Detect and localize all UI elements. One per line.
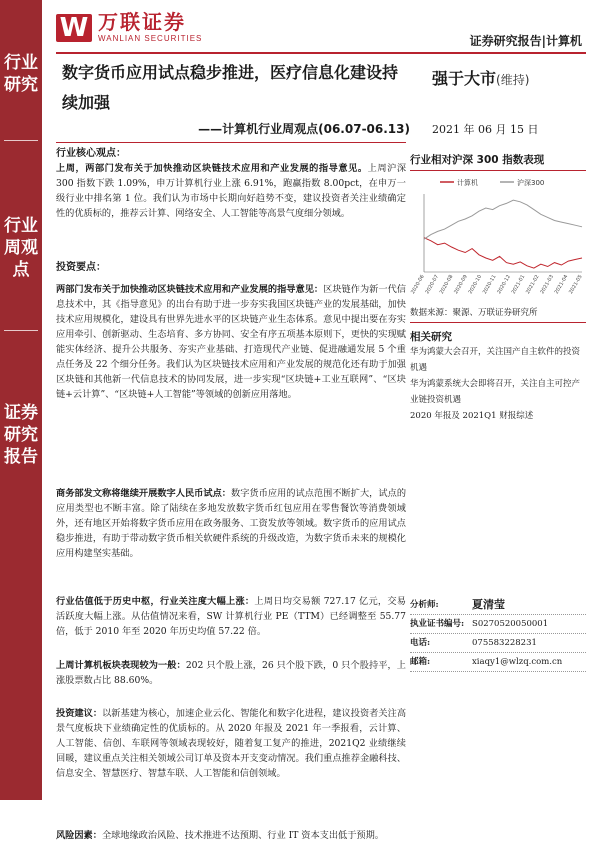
x-tick-label: 2021-04 [553, 274, 570, 296]
rating [432, 66, 529, 89]
report-subtitle: ——计算机行业周观点(06.07-06.13) [198, 122, 410, 136]
section-heading-points: 投资要点： [56, 262, 106, 273]
sidebar-label-industry-research: 行业研究 [4, 53, 38, 95]
x-tick-label: 2021-05 [568, 274, 584, 296]
data-source: 数据来源：聚源、万联证券研究所 [410, 306, 586, 323]
header-divider [56, 52, 586, 54]
logo-mark: W [56, 14, 92, 42]
series-line [424, 238, 582, 268]
logo-chinese-name: 万联证券 [98, 10, 186, 34]
analyst-row-cert [410, 615, 586, 634]
analyst-info [410, 596, 586, 672]
related-research-item[interactable]: 2020 年报及 2021Q1 财报综述 [410, 411, 534, 421]
email-address[interactable]: xiaqy1@wlzq.com.cn [472, 657, 563, 667]
x-tick-label: 2020-07 [424, 274, 441, 296]
investment-points [56, 260, 406, 275]
email-label: 邮箱: [410, 657, 431, 667]
point-performance [56, 658, 406, 688]
x-tick-label: 2021-03 [539, 274, 556, 296]
report-date: 2021 年 06 月 15 日 [432, 123, 539, 136]
sidebar-label-weekly: 行业周观点 [4, 216, 38, 280]
title-divider [56, 142, 406, 143]
x-tick-label: 2021-02 [524, 274, 541, 296]
x-tick-label: 2021-01 [510, 274, 527, 296]
point-blockchain [56, 282, 406, 402]
x-tick-label: 2020-08 [438, 274, 455, 296]
chart-title: 行业相对沪深 300 指数表现 [410, 152, 586, 171]
legend-label: 沪深300 [517, 179, 545, 187]
core-text: 上周沪深 300 指数下跌 1.09%，申万计算机行业上涨 6.91%，跑赢指数 8.00pct，在申万一级行业中排名第 1 位。我们认为市场中长期向好趋势不变，建议投资者关注业绩确定性的优质标的，推荐云计算、网络安全、人工智能等高景气度细分领域。 [56, 163, 407, 219]
point-text: 以新基建为核心，加速企业云化、智能化和数字化进程，建议投资者关注高景气度板块下业绩确定性的优质标的。从 2020 年报及 2021 年一季报看，云计算、人工智能、信创、车联网等领域表现较好，随着复工复产的推进，2021Q2 业绩继续回暖，建议重点关注相关领域公司订单及资本开支变动情况。我们重点推荐金融科技、信息安全、智慧医疗、智慧车联、人工智能和信创领域。 [56, 708, 407, 779]
point-risk [56, 828, 406, 843]
point-lead: 上周计算机板块表现较为一般： [56, 660, 186, 671]
x-tick-label: 2020-09 [453, 274, 469, 296]
report-title: 数字货币应用试点稳步推进，医疗信息化建设持续加强 [62, 63, 399, 112]
cert-label: 执业证书编号: [410, 619, 465, 629]
point-valuation [56, 594, 406, 639]
phone-label: 电话: [410, 638, 431, 648]
related-research-item[interactable]: 华为鸿蒙大会召开，关注国产自主软件的投资机遇 [410, 347, 581, 373]
analyst-role-label: 分析师: [410, 600, 439, 610]
point-investment-advice [56, 706, 406, 781]
company-logo [56, 12, 202, 43]
point-text: 区块链作为新一代信息技术中，其《指导意见》的出台有助于进一步夯实我国区块链产业的发展基础，加快技术应用规模化，建设具有世界先进水平的区块链产业生态体系。意见中提出要在夯实应用牵引、创新驱动、生态培育、多方协同、安全有序五项基本原则下，更快的实现赋能实体经济、提升公共服务、夯实产业基础、打造现代产业链、促进融通发展 5 个重点任务及 22 个细分任务。我们认为区块链技术应用和产业发展的规范化还有助于加强区块链和其他新一代信息技术的协同发展，进一步实现“区块链+工业互联网”、“区块链+云计算”、“区块链+人工智能”等领域的创新应用落地。 [56, 284, 407, 400]
x-tick-label: 2020-11 [481, 274, 498, 296]
core-lead: 上周，两部门发布关于加快推动区块链技术应用和产业发展的指导意见。 [56, 163, 368, 174]
section-heading-core: 行业核心观点： [56, 148, 126, 159]
logo-english-name: WANLIAN SECURITIES [98, 34, 203, 43]
performance-chart [410, 174, 586, 299]
series-line [424, 200, 582, 239]
related-research-item[interactable]: 华为鸿蒙系统大会即将召开，关注自主可控产业链投资机遇 [410, 379, 581, 405]
sidebar-separator [4, 330, 38, 331]
sidebar [0, 0, 42, 800]
point-lead: 风险因素： [56, 830, 102, 841]
phone-number[interactable]: 075583228231 [472, 638, 537, 648]
x-tick-label: 2020-12 [496, 274, 512, 296]
legend-label: 计算机 [457, 179, 478, 187]
related-research-heading: 相关研究 [410, 331, 452, 343]
rating-value: 强于大市 [432, 69, 497, 88]
x-tick-label: 2020-06 [410, 274, 426, 296]
rating-qualifier: (维持) [496, 73, 530, 87]
analyst-row-email [410, 653, 586, 672]
x-tick-label: 2020-10 [467, 274, 484, 296]
analyst-name: 夏清莹 [472, 598, 505, 611]
sidebar-label-securities-report: 证券研究报告 [4, 403, 38, 467]
point-text: 全球地缘政治风险、技术推进不达预期、行业 IT 资本支出低于预期。 [101, 830, 384, 841]
point-digital-currency [56, 486, 406, 561]
analyst-row-phone [410, 634, 586, 653]
core-views [56, 146, 406, 221]
point-text: 202 只个股上涨，26 只个股下跌，0 只个股持平，上涨股票数占比 88.60%。 [56, 660, 406, 686]
report-type: 证券研究报告|计算机 [469, 34, 582, 48]
right-panel [410, 152, 586, 424]
point-lead: 商务部发文称将继续开展数字人民币试点： [56, 488, 232, 499]
point-lead: 行业估值低于历史中枢，行业关注度大幅上涨： [56, 596, 255, 607]
point-text: 上周日均交易额 727.17 亿元，交易活跃度大幅上涨。从估值情况来看，SW 计算机行业 PE（TTM）已经调整至 55.77 倍，低于 2010 年至 2020 年历史均值 57.22 倍。 [56, 596, 406, 637]
sidebar-separator [4, 140, 38, 141]
cert-number: S0270520050001 [472, 619, 549, 629]
point-lead: 两部门发布关于加快推动区块链技术应用和产业发展的指导意见： [56, 284, 324, 295]
point-lead: 投资建议： [56, 708, 103, 719]
analyst-row-name [410, 596, 586, 615]
point-text: 数字货币应用的试点范围不断扩大，试点的应用类型也不断丰富。除了陆续在多地发放数字货币红包应用在零售餐饮等消费领域外，还有地区开始将数字货币应用在政务服务、工资发放等领域。数字货币的应用试点稳步推进，有助于带动数字货币相关软硬件系统的升级改造，为数字货币未来的规模化应用构建坚实基础。 [56, 488, 407, 559]
